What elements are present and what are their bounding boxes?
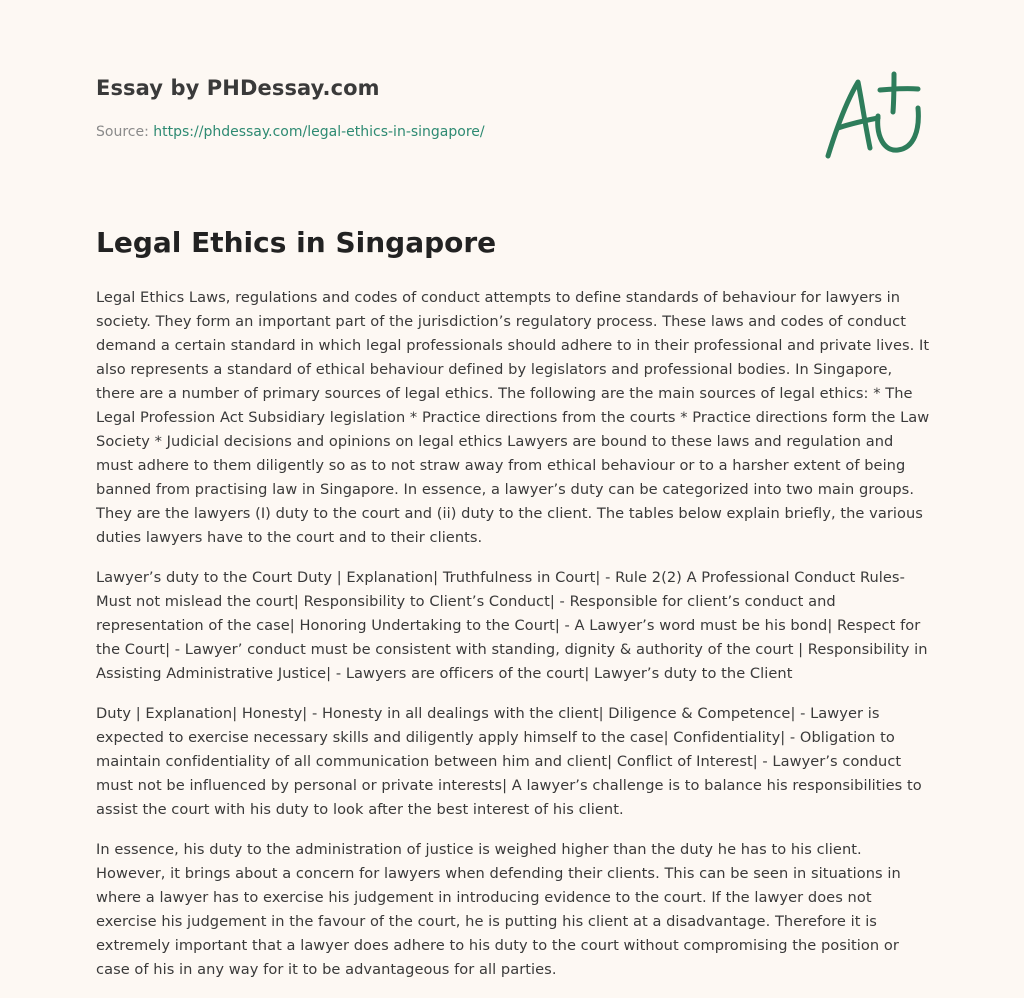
paragraph: Legal Ethics Laws, regulations and codes of conduct attempts to define standards of behaviour for lawyers in society. They form an important part of the jurisdiction’s regulatory process. These laws and codes of conduct demand a certain standard in which legal professionals should adhere to in their professional and private lives. It also represents a standard of ethical behaviour defined by legislators and professional bodies. In Singapore, there are a number of primary sources of legal ethics. The following are the main sources of legal ethics: * The Legal Profession Act Subsidiary legislation * Practice directions from the courts * Practice directions form the Law Society * Judicial decisions and opinions on legal ethics Lawyers are bound to these laws and regulation and must adhere to them diligently so as to not straw away from ethical behaviour or to a harsher extent of being banned from practising law in Singapore. In essence, a lawyer’s duty can be categorized into two main groups. They are the lawyers (I) duty to the court and (ii) duty to the client. The tables below explain briefly, the various duties lawyers have to the court and to their clients.: [96, 289, 930, 546]
source-line: [96, 124, 485, 140]
source-link[interactable]: https://phdessay.com/legal-ethics-in-singapore/: [153, 124, 485, 140]
plus-horizontal-stroke: [880, 89, 918, 90]
site-brand: Essay by PHDessay.com: [96, 76, 380, 100]
a-crossbar-stroke: [838, 118, 878, 128]
essay-body: [96, 286, 932, 998]
plus-vertical-stroke: [893, 74, 894, 112]
a-plus-grade-icon: [822, 68, 928, 164]
essay-title: Legal Ethics in Singapore: [96, 226, 497, 259]
paragraph: Duty | Explanation| Honesty| - Honesty in all dealings with the client| Diligence & Competence| - Lawyer is expected to exercise necessary skills and diligently apply himself to the case| Confidentiality| - Obligation to maintain confidentiality of all communication between him and client| Conflict of Interest| - Lawyer’s conduct must not be influenced by personal or private interests| A lawyer’s challenge is to balance his responsibilities to assist the court with his duty to look after the best interest of his client.: [96, 705, 922, 818]
paragraph: In essence, his duty to the administration of justice is weighed higher than the duty he has to his client. However, it brings about a concern for lawyers when defending their clients. This can be seen in situations in where a lawyer has to exercise his judgement in introducing evidence to the court. If the lawyer does not exercise his judgement in the favour of the court, he is putting his client at a disadvantage. Therefore it is extremely important that a lawyer does adhere to his duty to the court without compromising the position or case of his in any way for it to be advantageous for all parties.: [96, 841, 901, 978]
paragraph: Lawyer’s duty to the Court Duty | Explanation| Truthfulness in Court| - Rule 2(2) A Professional Conduct Rules- Must not mislead the court| Responsibility to Client’s Conduct| - Responsible for client’s conduct and representation of the case| Honoring Undertaking to the Court| - A Lawyer’s word must be his bond| Respect for the Court| - Lawyer’ conduct must be consistent with standing, dignity & authority of the court | Responsibility in Assisting Administrative Justice| - Lawyers are officers of the court| Lawyer’s duty to the Client: [96, 569, 928, 682]
smile-curve-stroke: [878, 108, 919, 150]
source-label: Source:: [96, 124, 154, 140]
